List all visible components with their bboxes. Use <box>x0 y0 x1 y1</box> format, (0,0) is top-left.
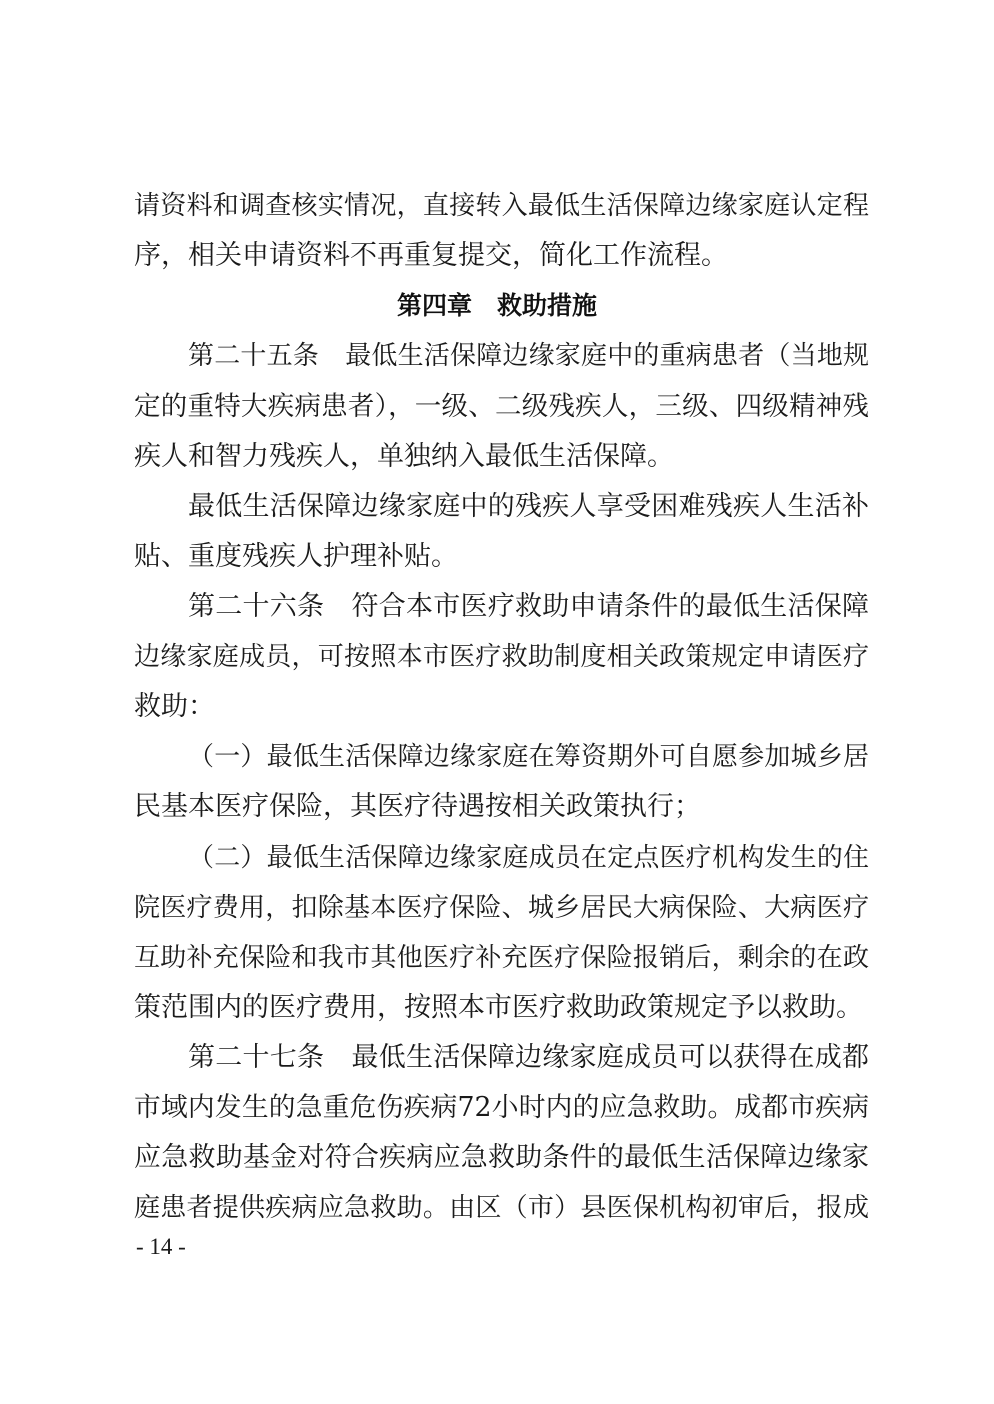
article-27-line: 第二十七条 最低生活保障边缘家庭成员可以获得在成都 <box>188 1042 869 1073</box>
body-text-line: 疾人和智力残疾人，单独纳入最低生活保障。 <box>134 441 674 472</box>
body-text-line: 请资料和调查核实情况，直接转入最低生活保障边缘家庭认定程 <box>134 191 869 221</box>
article-25-line: 第二十五条 最低生活保障边缘家庭中的重病患者（当地规 <box>188 341 869 371</box>
body-text-line: 边缘家庭成员，可按照本市医疗救助制度相关政策规定申请医疗 <box>134 642 869 672</box>
body-text-line: 市域内发生的急重危伤疾病72小时内的应急救助。成都市疾病 <box>134 1092 869 1123</box>
page-number: - 14 - <box>136 1234 186 1259</box>
body-text-line: 民基本医疗保险，其医疗待遇按相关政策执行； <box>134 791 701 822</box>
body-text-line: 定的重特大疾病患者），一级、二级残疾人，三级、四级精神残 <box>134 391 869 422</box>
body-text-line: 策范围内的医疗费用，按照本市医疗救助政策规定予以救助。 <box>134 992 863 1023</box>
body-text-line: 序，相关申请资料不再重复提交，简化工作流程。 <box>134 240 728 271</box>
body-text-line: 贴、重度残疾人护理补贴。 <box>134 541 458 572</box>
paragraph-line: 最低生活保障边缘家庭中的残疾人享受困难残疾人生活补 <box>188 491 869 522</box>
body-text-line: 互助补充保险和我市其他医疗补充医疗保险报销后，剩余的在政 <box>134 943 869 973</box>
body-text-line: 院医疗费用，扣除基本医疗保险、城乡居民大病保险、大病医疗 <box>134 893 869 923</box>
chapter-heading: 第四章 救助措施 <box>396 291 597 320</box>
list-item-2-line: （二）最低生活保障边缘家庭成员在定点医疗机构发生的住 <box>188 843 869 873</box>
list-item-1-line: （一）最低生活保障边缘家庭在筹资期外可自愿参加城乡居 <box>188 742 869 772</box>
body-text-line: 应急救助基金对符合疾病应急救助条件的最低生活保障边缘家 <box>134 1142 869 1173</box>
body-text-line: 庭患者提供疾病应急救助。由区（市）县医保机构初审后，报成 <box>134 1193 869 1223</box>
article-26-line: 第二十六条 符合本市医疗救助申请条件的最低生活保障 <box>188 591 869 622</box>
body-text-line: 救助： <box>134 691 215 722</box>
